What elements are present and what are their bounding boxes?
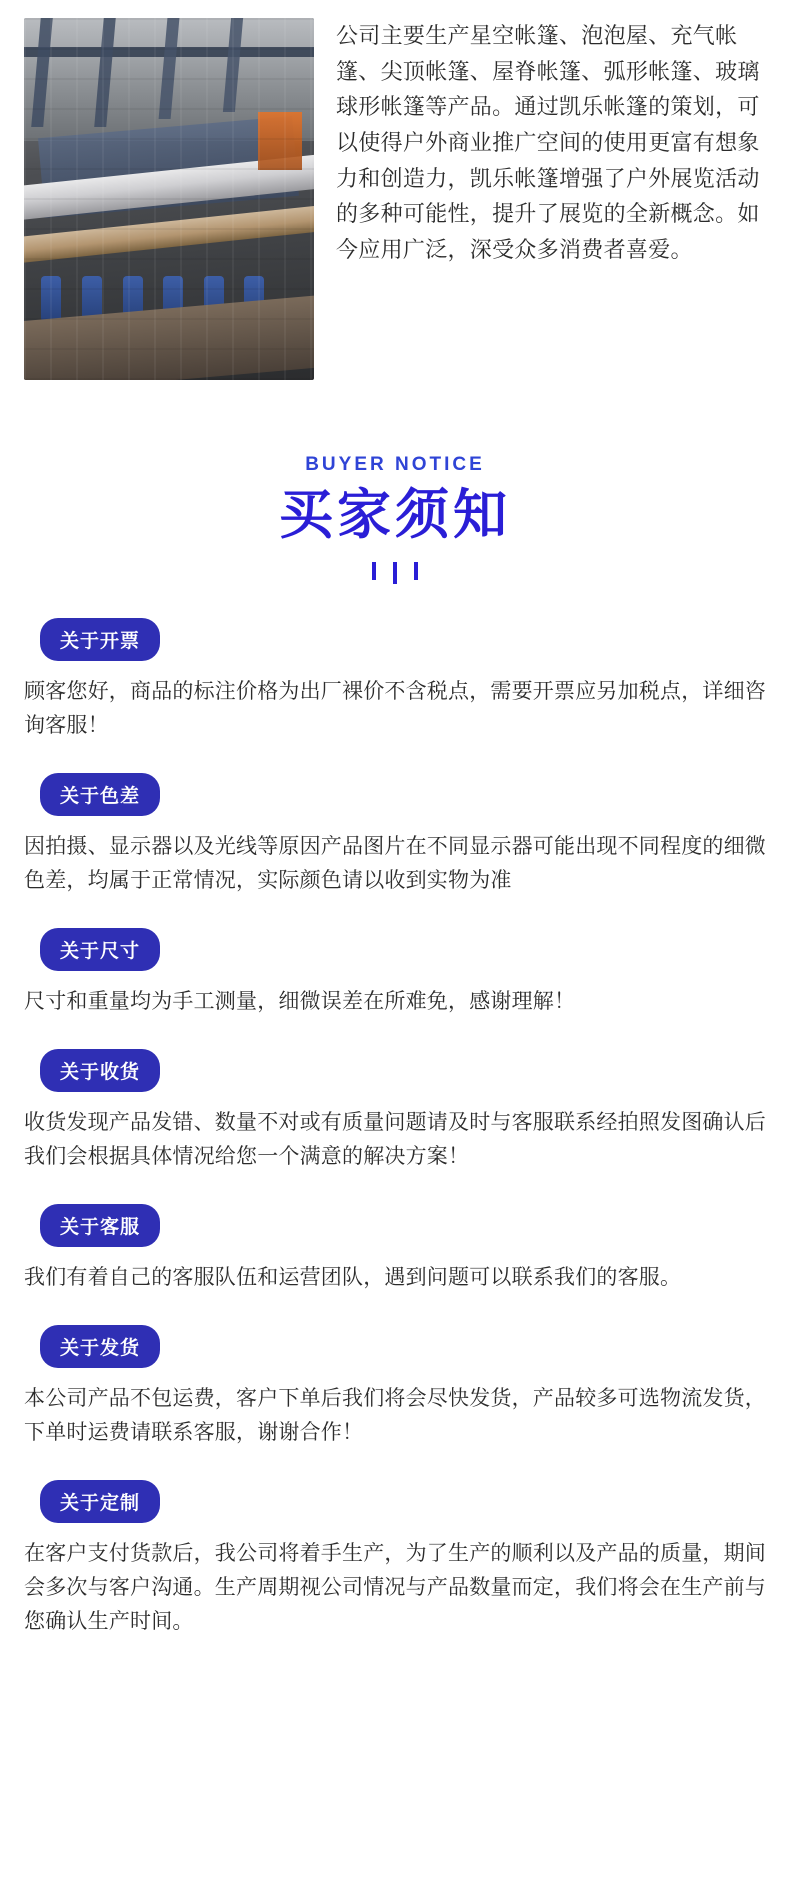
photo-texture: [24, 18, 314, 380]
decorative-mark-icon: [372, 562, 418, 584]
notice-tag: 关于客服: [40, 1204, 160, 1247]
notice-tag: 关于色差: [40, 773, 160, 816]
notice-tag: 关于定制: [40, 1480, 160, 1523]
notice-text: 因拍摄、显示器以及光线等原因产品图片在不同显示器可能出现不同程度的细微色差，均属于正常情况，实际颜色请以收到实物为准: [24, 834, 766, 892]
notice-tag: 关于尺寸: [40, 928, 160, 971]
notice-text: 在客户支付货款后，我公司将着手生产，为了生产的顺利以及产品的质量，期间会多次与客户沟通。生产周期视公司情况与产品数量而定，我们将会在生产前与您确认生产时间。: [24, 1541, 766, 1633]
buyer-notice-english-title: BUYER NOTICE: [305, 454, 485, 475]
notice-item: [24, 928, 766, 1019]
notice-item: [24, 1204, 766, 1295]
notice-text: 收货发现产品发错、数量不对或有质量问题请及时与客服联系经拍照发图确认后我们会根据具体情况给您一个满意的解决方案！: [24, 1110, 766, 1168]
notice-tag: 关于开票: [40, 618, 160, 661]
notice-item: [24, 1325, 766, 1450]
intro-section: [0, 0, 790, 380]
notice-item: [24, 1049, 766, 1174]
notice-text: 我们有着自己的客服队伍和运营团队，遇到问题可以联系我们的客服。: [24, 1265, 682, 1289]
notice-item: [24, 1480, 766, 1639]
notice-tag: 关于收货: [40, 1049, 160, 1092]
buyer-notice-title: 买家须知: [279, 485, 511, 545]
notice-text: 顾客您好，商品的标注价格为出厂裸价不含税点，需要开票应另加税点，详细咨询客服！: [24, 679, 766, 737]
notice-item: [24, 618, 766, 743]
buyer-notice-header: [0, 454, 790, 584]
company-intro-text: 公司主要生产星空帐篷、泡泡屋、充气帐篷、尖顶帐篷、屋脊帐篷、弧形帐篷、玻璃球形帐篷等产品。通过凯乐帐篷的策划，可以使得户外商业推广空间的使用更富有想象力和创造力，凯乐帐篷增强了户外展览活动的多种可能性，提升了展览的全新概念。如今应用广泛，深受众多消费者喜爱。: [336, 23, 760, 262]
notice-text: 本公司产品不包运费，客户下单后我们将会尽快发货，产品较多可选物流发货，下单时运费请联系客服，谢谢合作！: [24, 1386, 766, 1444]
notice-item: [24, 773, 766, 898]
factory-photo: [24, 18, 314, 380]
notice-text: 尺寸和重量均为手工测量，细微误差在所难免，感谢理解！: [24, 989, 576, 1013]
notice-tag: 关于发货: [40, 1325, 160, 1368]
buyer-notice-list: [0, 584, 790, 1709]
